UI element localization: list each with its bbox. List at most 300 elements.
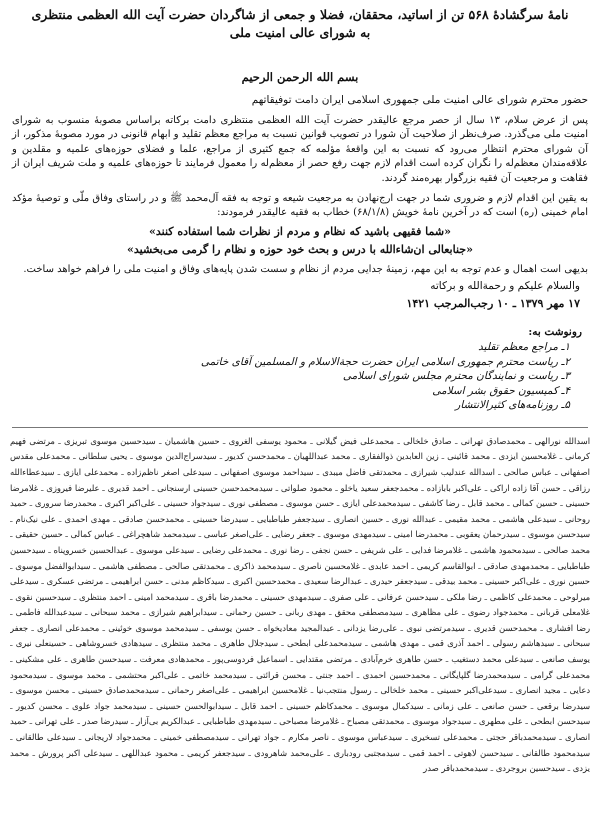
signatory-name: مرتضی مقتدایی bbox=[295, 654, 352, 665]
name-separator: ـ bbox=[551, 591, 560, 602]
closing-salutation: والسلام علیکم و رحمة‌الله و برکاته bbox=[430, 280, 580, 293]
signatory-name: محمدجواد لاریجانی bbox=[84, 732, 151, 743]
signatory-name: حسن ابراهیمی bbox=[111, 576, 164, 587]
name-separator: ـ bbox=[103, 576, 112, 587]
signatory-name: غلامعلی قربانی bbox=[536, 607, 590, 618]
signatory-name: حسین هاشمیان bbox=[164, 435, 220, 446]
name-separator: ـ bbox=[403, 544, 412, 555]
name-separator: ـ bbox=[481, 482, 490, 493]
name-separator: ـ bbox=[556, 451, 566, 462]
signatory-name: محمد قابل bbox=[467, 498, 505, 509]
name-separator: ـ bbox=[525, 435, 535, 446]
signatory-name: سیدهاشم رسولی bbox=[492, 638, 555, 649]
name-separator: ـ bbox=[75, 732, 85, 743]
signatory-name: حسین انصاری bbox=[333, 513, 384, 524]
name-separator: ـ bbox=[177, 747, 187, 758]
letter-paragraph-2: به یقین این اقدام لازم و ضروری شما در جهت ارج‌نهادن به مرجعیت شیعه و توجه به فقه آل‌محمد ﷺ و در راستای وفاق ملّی و توصیۀ مؤکد امام خمینی (ره) است که در آخرین نامۀ خویش (۶۸/۱/۸) خطاب به فقیه عالیقدر فرمودند: bbox=[12, 193, 589, 219]
name-separator: ـ bbox=[198, 622, 208, 633]
name-separator: ـ bbox=[261, 544, 270, 555]
name-separator: ـ bbox=[139, 607, 149, 618]
name-separator: ـ bbox=[272, 482, 281, 493]
signatory-name: علی زمانی bbox=[433, 700, 472, 711]
signatory-name: محمدتقی فاضل میبدی bbox=[322, 466, 402, 477]
signatory-name: محمدتقی صالحی bbox=[165, 560, 226, 571]
name-separator: ـ bbox=[149, 482, 158, 493]
name-separator: ـ bbox=[423, 700, 434, 711]
addressee-line: حضور محترم شورای عالی امنیت ملی جمهوری اسلامی ایران دامت توفیقاتهم bbox=[251, 94, 588, 106]
signatory-name: سیدحسن لاهوتی bbox=[453, 747, 513, 758]
name-separator: ـ bbox=[334, 622, 344, 633]
signatory-name: محمدجواد رضوی bbox=[467, 607, 528, 618]
name-separator: ـ bbox=[38, 576, 47, 587]
signatory-name: حسین کمالی bbox=[512, 498, 558, 509]
name-separator: ـ bbox=[394, 435, 404, 446]
signatory-name: محمد سبحانی bbox=[90, 607, 140, 618]
name-separator: ـ bbox=[146, 700, 157, 711]
signatory-name: محمدحسن کدیور bbox=[225, 451, 286, 462]
name-separator: ـ bbox=[483, 638, 493, 649]
cc-item: ۲ـ ریاست محترم جمهوری اسلامی ایران حضرت حجة‌الاسلام و المسلمین آقای خاتمی bbox=[200, 355, 570, 368]
name-separator: ـ bbox=[328, 732, 338, 743]
name-separator: ـ bbox=[271, 716, 280, 727]
name-separator: ـ bbox=[211, 466, 221, 477]
name-separator: ـ bbox=[459, 498, 468, 509]
name-separator: ـ bbox=[303, 544, 312, 555]
signatory-name: اسماعیل فردوسی‌پور bbox=[212, 654, 288, 665]
signatory-name: حمید روحانی bbox=[10, 498, 590, 524]
name-separator: ـ bbox=[399, 747, 409, 758]
name-separator: ـ bbox=[254, 622, 264, 633]
name-separator: ـ bbox=[252, 591, 261, 602]
signatory-name: احمد جنتی bbox=[315, 669, 354, 680]
signatory-name: حسن یوسفی bbox=[207, 622, 255, 633]
name-separator: ـ bbox=[506, 685, 516, 696]
signatory-name: مهدی ربانی bbox=[285, 607, 326, 618]
name-separator: ـ bbox=[315, 529, 324, 540]
name-separator: ـ bbox=[475, 560, 484, 571]
name-separator: ـ bbox=[131, 654, 140, 665]
name-separator: ـ bbox=[74, 716, 83, 727]
name-separator: ـ bbox=[10, 529, 16, 540]
signatory-name: مهدی احمدی bbox=[64, 513, 111, 524]
name-separator: ـ bbox=[313, 466, 323, 477]
name-separator: ـ bbox=[418, 482, 427, 493]
name-separator: ـ bbox=[61, 654, 71, 665]
signatory-name: محمد موسوی bbox=[56, 669, 106, 680]
cc-title: رونوشت به: bbox=[528, 326, 582, 339]
name-separator: ـ bbox=[127, 451, 136, 462]
signatory-name: حسینعلی نیری bbox=[15, 638, 67, 649]
signatory-name: سیدمحمد موسوی خوئینی bbox=[108, 622, 199, 633]
signatory-name: سیدکمال موسوی bbox=[361, 700, 424, 711]
signatory-name: محمود عبداللهی bbox=[121, 747, 178, 758]
name-separator: ـ bbox=[402, 607, 412, 618]
signatories-list bbox=[10, 434, 590, 779]
name-separator: ـ bbox=[324, 747, 334, 758]
signatory-name: حسن صانعی bbox=[481, 700, 528, 711]
signatory-name: سیدمحمدحسن حسینی ارسنجانی bbox=[157, 482, 273, 493]
name-separator: ـ bbox=[408, 560, 417, 571]
signatory-name: سیدسراج‌الدین موسوی bbox=[135, 451, 217, 462]
signatory-name: علی مطهری bbox=[478, 716, 523, 727]
name-separator: ـ bbox=[522, 716, 531, 727]
signatory-name: صادق خلخالی bbox=[403, 435, 452, 446]
name-separator: ـ bbox=[114, 529, 123, 540]
name-separator: ـ bbox=[231, 700, 242, 711]
name-separator: ـ bbox=[287, 654, 296, 665]
signatory-name: سیدمهدی حسینی bbox=[260, 591, 322, 602]
signatory-name: سیدمحمود هاشمی bbox=[470, 544, 536, 555]
signatory-name: محمدعلی گرامی bbox=[530, 669, 590, 680]
signatory-name: محسن کدیور bbox=[16, 700, 63, 711]
signatory-name: ناصر مکارم bbox=[288, 732, 329, 743]
signatory-name: علی‌اکبر اکبری bbox=[104, 498, 156, 509]
name-separator: ـ bbox=[371, 685, 381, 696]
name-separator: ـ bbox=[155, 498, 164, 509]
signatory-name: احمد قابل bbox=[241, 700, 277, 711]
cc-item: ۵ـ روزنامه‌های کثیرالانتشار bbox=[455, 399, 570, 412]
name-separator: ـ bbox=[401, 466, 411, 477]
name-separator: ـ bbox=[66, 638, 76, 649]
name-separator: ـ bbox=[512, 747, 523, 758]
signatory-name: مهدی هاشمی bbox=[370, 638, 420, 649]
signatory-name: محمد عبداللهیان bbox=[293, 451, 351, 462]
signatory-name: سیدعطاءالله رزاقی bbox=[10, 466, 590, 493]
signatory-name: سیدجعفر حیدری bbox=[369, 576, 428, 587]
name-separator: ـ bbox=[490, 513, 499, 524]
name-separator: ـ bbox=[427, 576, 436, 587]
signatory-name: سیدمصطفی محقق bbox=[334, 607, 403, 618]
name-separator: ـ bbox=[194, 716, 203, 727]
name-separator: ـ bbox=[188, 591, 197, 602]
signatory-name: سیدهادی خسروشاهی bbox=[75, 638, 153, 649]
signatory-name: جعفر سبحانی bbox=[10, 622, 590, 649]
signatory-name: سیدابوالفضل موسوی bbox=[15, 560, 91, 571]
signatory-name: جعفر رضایی bbox=[271, 529, 316, 540]
signatory-name: سیدمحمد ذاکری bbox=[233, 560, 291, 571]
name-separator: ـ bbox=[46, 669, 57, 680]
name-separator: ـ bbox=[99, 482, 108, 493]
name-separator: ـ bbox=[402, 732, 412, 743]
signatory-name: محمدرضا امینی bbox=[393, 529, 449, 540]
signatory-name: سیدحسن عرفانی bbox=[377, 591, 439, 602]
name-separator: ـ bbox=[428, 685, 437, 696]
signatory-name: عبدالله نوری bbox=[391, 513, 437, 524]
signatory-name: سیدمرتضی نبوی bbox=[406, 622, 465, 633]
name-separator: ـ bbox=[194, 544, 203, 555]
name-separator: ـ bbox=[184, 513, 193, 524]
signatory-name: علی‌اصغر رحمانی bbox=[167, 685, 230, 696]
name-separator: ـ bbox=[554, 638, 564, 649]
signatory-name: محسن موسوی bbox=[15, 685, 70, 696]
name-separator: ـ bbox=[228, 732, 238, 743]
letter-date: ۱۷ مهر ۱۳۷۹ ـ ۱۰ رجب‌المرجب ۱۴۲۱ bbox=[406, 297, 580, 311]
signatory-name: غلامرضا مصباحی bbox=[279, 716, 339, 727]
name-separator: ـ bbox=[246, 669, 257, 680]
signatory-name: سیدعبدالله فاطمی bbox=[15, 607, 82, 618]
name-separator: ـ bbox=[549, 560, 558, 571]
signatory-name: محمدصادق تهرانی bbox=[460, 435, 526, 446]
signatory-name: سیدحسن ابطحی bbox=[530, 716, 590, 727]
signatory-name: محمد خلخالی bbox=[380, 685, 429, 696]
name-separator: ـ bbox=[29, 747, 39, 758]
name-separator: ـ bbox=[55, 513, 65, 524]
signatory-name: اسدالله عندلیب شیرازی bbox=[410, 466, 495, 477]
signatory-name: سیدمحمدعلی ابطحی bbox=[286, 638, 362, 649]
signatory-name: سیدعلی اصغر ناظم‌زاده bbox=[126, 466, 212, 477]
signatory-name: یحیی سلطانی bbox=[78, 451, 128, 462]
name-separator: ـ bbox=[537, 622, 547, 633]
signatory-name: سیدمجتبی رودباری bbox=[333, 747, 400, 758]
signatory-name: علی‌اکبر حسینی bbox=[485, 576, 541, 587]
name-separator: ـ bbox=[462, 544, 471, 555]
name-separator: ـ bbox=[306, 435, 316, 446]
name-separator: ـ bbox=[556, 513, 565, 524]
signatory-name: عبدالرضا سعیدی bbox=[303, 576, 363, 587]
name-separator: ـ bbox=[10, 732, 16, 743]
signatory-name: محمدرضا سروری bbox=[34, 498, 97, 509]
signatory-name: علی‌اصغر عباسی bbox=[203, 529, 264, 540]
cc-item: ۴ـ کمیسیون حقوق بشر اسلامی bbox=[432, 384, 570, 397]
signatory-name: محمدعلی رضایی bbox=[202, 544, 262, 555]
signatory-name: احمد قمی bbox=[408, 747, 445, 758]
signatory-name: سیدحسین نقوی bbox=[15, 591, 71, 602]
signatory-name: محمدعلی تسخیری bbox=[411, 732, 478, 743]
signatory-name: مصطفی هاشمی bbox=[98, 560, 157, 571]
signatory-name: غلامحسین ایزدی bbox=[498, 451, 557, 462]
name-separator: ـ bbox=[105, 669, 116, 680]
name-separator: ـ bbox=[442, 654, 452, 665]
signatory-name: محمد صالحی bbox=[543, 544, 590, 555]
signatory-name: محمدجعفر سعید یاخلو bbox=[340, 482, 419, 493]
signatory-name: حسن آقا زاده اراکی bbox=[490, 482, 561, 493]
title-line-1: نامۀ سرگشادۀ ۵۶۸ تن از اساتید، محققان، فضلا و جمعی از شاگردان حضرت آیت الله العظمی منتظری bbox=[31, 7, 569, 22]
letter-paragraph-1: پس از عرض سلام، ۱۳ سال از حصر مرجع عالیقدر حضرت آیت الله العظمی منتظری دامت برکاته براساس مصوبۀ منسوب به شورای امنیت ملی می‌گذرد. صرف‌نظر از صلاحیت آن شورا در تصویب قوانین نسبت به مراجع معظم تقلید و ابهام قانونی در مورد مصوبۀ مذکور، از آن شورای محترم انتظار می‌رود که نسبت به این واقعۀ مؤلمه که جمع کثیری از مراجع، علما و فضلای حوزه‌های علمیه و مقلدین و علاقه‌مندان معظم‌له را نگران کرده است اقدام لازم جهت رفع حصر از معظم‌له را معمول فرمایند تا حوزه‌های علمیه و ملت شریف ایران از فقاهت و مرجعیت آن فقیه بزرگوار بهره‌مند گردند. bbox=[12, 115, 588, 184]
name-separator: ـ bbox=[527, 700, 537, 711]
signatory-name: سیدحسین بروجردی bbox=[495, 763, 565, 774]
name-separator: ـ bbox=[279, 732, 289, 743]
signatory-name: سیدمحمدباقر صدر bbox=[423, 763, 488, 774]
name-separator: ـ bbox=[110, 513, 119, 524]
signatory-name: حسن موسوی bbox=[285, 498, 335, 509]
name-separator: ـ bbox=[204, 654, 213, 665]
name-separator: ـ bbox=[126, 591, 135, 602]
signatory-name: عبدالمجید معادیخواه bbox=[263, 622, 335, 633]
signatory-name: سیدمحمد امینی bbox=[134, 591, 189, 602]
name-separator: ـ bbox=[70, 591, 79, 602]
name-separator: ـ bbox=[520, 669, 531, 680]
signatory-name: رسول منتجب‌نیا bbox=[316, 685, 372, 696]
signatory-name: مصطفی نوری bbox=[228, 498, 278, 509]
signatory-name: سیدرضا صدر bbox=[82, 716, 129, 727]
name-separator: ـ bbox=[216, 451, 226, 462]
signatory-name: رضا افشاری bbox=[546, 622, 590, 633]
signatory-name: سیدرضا حسینی bbox=[192, 513, 249, 524]
signatory-name: عباس کمالی bbox=[70, 529, 115, 540]
name-separator: ـ bbox=[70, 451, 79, 462]
name-separator: ـ bbox=[533, 654, 542, 665]
signatory-name: حسین رحمانی bbox=[225, 607, 277, 618]
name-separator: ـ bbox=[10, 685, 16, 696]
name-separator: ـ bbox=[26, 498, 35, 509]
signatory-name: سیدمصطفی خمینی bbox=[159, 732, 229, 743]
name-separator: ـ bbox=[54, 435, 64, 446]
signatory-name: سیدمحمد شاهچراغی bbox=[122, 529, 196, 540]
signatory-name: محمدعلی فیض گیلانی bbox=[316, 435, 395, 446]
signatory-name: محمدعلی کاظمی bbox=[489, 591, 552, 602]
signatory-name: حسن طاهری خرم‌آبادی bbox=[360, 654, 443, 665]
signatory-name: محمد بیدقی bbox=[435, 576, 478, 587]
name-separator: ـ bbox=[210, 638, 220, 649]
signatory-name: سیدمحمدباقر حجتی bbox=[486, 732, 556, 743]
name-separator: ـ bbox=[362, 576, 370, 587]
signatory-name: حمید انصاری bbox=[10, 716, 590, 743]
name-separator: ـ bbox=[38, 482, 47, 493]
signatory-name: مرتضی فهیم کرمانی bbox=[10, 435, 590, 462]
name-separator: ـ bbox=[540, 576, 549, 587]
signatory-name: علی تهرانی bbox=[34, 716, 75, 727]
name-separator: ـ bbox=[353, 669, 363, 680]
name-separator: ـ bbox=[397, 622, 407, 633]
name-separator: ـ bbox=[444, 747, 454, 758]
signatory-name: سیدعلی هاشمی bbox=[498, 513, 557, 524]
name-separator: ـ bbox=[490, 451, 499, 462]
signatory-name: سیدابوالحسن حسینی bbox=[156, 700, 232, 711]
signatory-name: محسن قرائتی bbox=[256, 669, 307, 680]
signatory-name: علی شریفی bbox=[360, 544, 404, 555]
signatory-name: جواد تهرانی bbox=[237, 732, 280, 743]
signatory-name: سیدجلال طاهری bbox=[219, 638, 279, 649]
signatory-name: سیدجعفر طباطبایی bbox=[256, 513, 325, 524]
name-separator: ـ bbox=[277, 498, 286, 509]
signatory-name: سیدکاظم مدنی bbox=[170, 576, 225, 587]
name-separator: ـ bbox=[436, 513, 445, 524]
name-separator: ـ bbox=[152, 638, 161, 649]
name-separator: ـ bbox=[419, 638, 429, 649]
name-separator: ـ bbox=[10, 607, 16, 618]
signatory-name: عبدالکریم بی‌آزار bbox=[136, 716, 195, 727]
signatory-name: سیدحسن طاهری bbox=[70, 654, 132, 665]
name-separator: ـ bbox=[307, 685, 317, 696]
document-title bbox=[0, 0, 600, 42]
signatory-name: سیدحسین موسوی تبریزی bbox=[63, 435, 156, 446]
name-separator: ـ bbox=[527, 607, 537, 618]
signatory-name: محمدحسن صادقی bbox=[118, 513, 185, 524]
signatory-name: علی‌رضا یزدانی bbox=[343, 622, 398, 633]
name-separator: ـ bbox=[448, 529, 456, 540]
name-separator: ـ bbox=[487, 763, 496, 774]
signatory-name: یوسف صانعی bbox=[541, 654, 590, 665]
signatory-name: سیدعلی طالقانی bbox=[15, 732, 76, 743]
signatory-name: محمدعلی انصاری bbox=[37, 622, 100, 633]
name-separator: ـ bbox=[10, 513, 16, 524]
signatory-name: محمدکاظم حسینی bbox=[286, 700, 353, 711]
name-separator: ـ bbox=[69, 685, 79, 696]
name-separator: ـ bbox=[557, 498, 566, 509]
signatory-name: محمود یوسفی الغروی bbox=[228, 435, 307, 446]
name-separator: ـ bbox=[10, 700, 17, 711]
signatory-name: حسین حقیقی bbox=[15, 529, 63, 540]
name-separator: ـ bbox=[560, 685, 570, 696]
name-separator: ـ bbox=[112, 747, 122, 758]
name-separator: ـ bbox=[99, 622, 109, 633]
signatory-name: محمدعلی مقدس اصفهانی bbox=[10, 451, 590, 477]
name-separator: ـ bbox=[54, 466, 64, 477]
name-separator: ـ bbox=[195, 529, 204, 540]
name-separator: ـ bbox=[334, 498, 343, 509]
name-separator: ـ bbox=[360, 560, 369, 571]
signatory-name: سیدابراهیم شیرازی bbox=[148, 607, 217, 618]
signatory-name: محمدحسن قدیری bbox=[473, 622, 538, 633]
signatory-name: سیدعلی موسوی bbox=[136, 544, 195, 555]
signatory-name: محمد منتظری bbox=[160, 638, 211, 649]
signatory-name: علی‌اکبر بابازاده bbox=[426, 482, 482, 493]
signatory-name: سیدمحمدرضا گلپایگانی bbox=[439, 669, 521, 680]
name-separator: ـ bbox=[10, 638, 16, 649]
name-separator: ـ bbox=[163, 576, 171, 587]
signatory-name: غلامحسین ابراهیمی bbox=[238, 685, 308, 696]
cc-item: ۳ـ ریاست و نمایندگان محترم مجلس شورای اسلامی bbox=[342, 370, 570, 383]
name-separator: ـ bbox=[477, 732, 487, 743]
name-separator: ـ bbox=[350, 451, 359, 462]
signatory-name: رضا ملکی bbox=[446, 591, 482, 602]
signatory-name: احمد عابدی bbox=[368, 560, 409, 571]
cc-item: ۱ـ مراجع معظم تقلید bbox=[478, 341, 570, 354]
name-separator: ـ bbox=[471, 716, 479, 727]
signatory-name: سیدمهدی موسوی bbox=[323, 529, 386, 540]
name-separator: ـ bbox=[128, 716, 137, 727]
name-separator: ـ bbox=[351, 654, 361, 665]
signatory-name: محمدرضا باقری bbox=[196, 591, 253, 602]
name-separator: ـ bbox=[220, 498, 229, 509]
signatory-name: محمدعلی ایازی bbox=[63, 466, 119, 477]
signatory-name: محمدتقی مصباح bbox=[346, 716, 405, 727]
signatory-name: رضا نوری bbox=[269, 544, 304, 555]
signatory-name: سیدعباس موسوی bbox=[337, 732, 403, 743]
name-separator: ـ bbox=[156, 560, 166, 571]
name-separator: ـ bbox=[158, 685, 168, 696]
signatory-name: محمدحسین احمدی bbox=[362, 669, 431, 680]
signatory-name: محمدهادی معرفت bbox=[139, 654, 205, 665]
name-separator: ـ bbox=[225, 560, 234, 571]
name-separator: ـ bbox=[352, 544, 361, 555]
name-separator: ـ bbox=[28, 622, 38, 633]
signatory-name: محمد قائینی bbox=[447, 451, 491, 462]
name-separator: ـ bbox=[248, 513, 257, 524]
name-separator: ـ bbox=[118, 466, 127, 477]
signatory-name: محمدمهدی صادقی bbox=[483, 560, 550, 571]
signatory-name: عباس صالحی bbox=[503, 466, 552, 477]
name-separator: ـ bbox=[150, 732, 160, 743]
name-separator: ـ bbox=[306, 669, 316, 680]
signatory-name: محمد مقیمی bbox=[444, 513, 491, 524]
name-separator: ـ bbox=[324, 513, 334, 524]
name-separator: ـ bbox=[263, 529, 272, 540]
signatory-name: علی مظاهری bbox=[411, 607, 459, 618]
name-separator: ـ bbox=[430, 669, 440, 680]
name-separator: ـ bbox=[564, 763, 573, 774]
quote-1: «شما فقیهی باشید که نظام و مردم از نظرات شما استفاده کنند» bbox=[149, 224, 451, 238]
letter-paragraph-3: بدیهی است اهمال و عدم توجه به این مهم، زمینۀ جدایی مردم از نظام و سست شدن پایه‌های وفاق و امنیت ملی را فراهم خواهد ساخت. bbox=[23, 263, 588, 275]
signatory-name: محمد یزدی bbox=[10, 747, 590, 774]
signatory-name: سیدمحمود دعایی bbox=[10, 669, 590, 696]
title-line-2: به شورای عالی امنیت ملی bbox=[229, 25, 371, 40]
signatory-name: سیدمهدی طباطبایی bbox=[202, 716, 272, 727]
signatory-name: اسدالله نورالهی bbox=[534, 435, 590, 446]
signatory-name: سیدمحمد خاتمی bbox=[188, 669, 247, 680]
name-separator: ـ bbox=[504, 498, 513, 509]
name-separator: ـ bbox=[438, 451, 448, 462]
